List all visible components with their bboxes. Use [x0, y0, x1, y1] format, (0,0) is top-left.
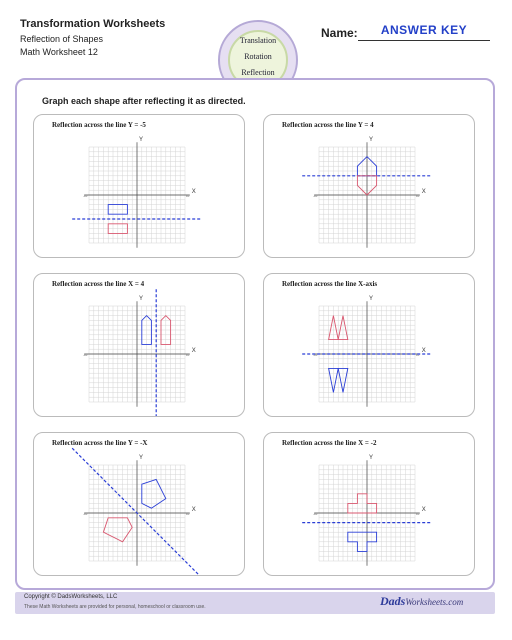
worksheet-number: Math Worksheet 12	[20, 47, 98, 57]
problem-title-4: Reflection across the line X-axis	[282, 280, 378, 288]
seal-text-reflection: Reflection	[241, 68, 275, 77]
tick-label-min: -10	[83, 194, 88, 198]
y-axis-label: Y	[369, 455, 374, 462]
coordinate-grid-3	[34, 274, 244, 416]
tick-label-max: 10	[186, 353, 190, 357]
x-axis-label: X	[421, 507, 426, 513]
seal-text-translation: Translation	[239, 36, 277, 45]
tick-label-min: -10	[313, 512, 318, 516]
problem-panel-4	[263, 273, 475, 417]
problem-title-2: Reflection across the line Y = 4	[282, 121, 374, 129]
x-axis-label: X	[421, 348, 426, 354]
tick-label-min: -10	[313, 194, 318, 198]
tick-label-max: 10	[416, 194, 420, 198]
worksheet-subtitle: Reflection of Shapes	[20, 34, 104, 44]
logo-text-worksheets: Worksheets.com	[405, 597, 464, 607]
site-logo[interactable]	[380, 594, 463, 609]
problem-title-6: Reflection across the line X = -2	[282, 439, 377, 447]
y-axis-label: Y	[139, 296, 144, 303]
coordinate-grid-4	[264, 274, 474, 416]
y-axis-label: Y	[139, 137, 144, 144]
name-answer-key: ANSWER KEY	[380, 23, 468, 37]
name-label: Name:	[321, 26, 358, 40]
worksheet-title: Transformation Worksheets	[20, 18, 166, 30]
x-axis-label: X	[191, 348, 196, 354]
usage-note: These Math Worksheets are provided for personal, homeschool or classroom use.	[24, 604, 206, 610]
name-line	[358, 40, 490, 41]
copyright-text: Copyright © DadsWorksheets, LLC	[24, 594, 118, 600]
problem-panel-6	[263, 432, 475, 576]
tick-label-max: 10	[186, 512, 190, 516]
problem-panel-1	[33, 114, 245, 258]
tick-label-max: 10	[186, 194, 190, 198]
x-axis-label: X	[191, 189, 196, 195]
tick-label-min: -10	[83, 512, 88, 516]
problem-panel-2	[263, 114, 475, 258]
tick-label-max: 10	[416, 512, 420, 516]
x-axis-label: X	[421, 189, 426, 195]
tick-label-min: -10	[83, 353, 88, 357]
instructions: Graph each shape after reflecting it as directed.	[42, 96, 246, 106]
seal-text-rotation: Rotation	[244, 52, 272, 61]
coordinate-grid-5	[34, 433, 244, 575]
coordinate-grid-6	[264, 433, 474, 575]
tick-label-min: -10	[313, 353, 318, 357]
x-axis-label: X	[191, 507, 196, 513]
problem-title-3: Reflection across the line X = 4	[52, 280, 145, 288]
y-axis-label: Y	[369, 137, 374, 144]
problem-title-5: Reflection across the line Y = -X	[52, 439, 148, 447]
tick-label-max: 10	[416, 353, 420, 357]
logo-text-dads: Dads	[380, 594, 406, 608]
problem-title-1: Reflection across the line Y = -5	[52, 121, 146, 129]
coordinate-grid-1	[34, 115, 244, 257]
y-axis-label: Y	[139, 455, 144, 462]
coordinate-grid-2	[264, 115, 474, 257]
problem-panel-5	[33, 432, 245, 576]
problem-panel-3	[33, 273, 245, 417]
y-axis-label: Y	[369, 296, 374, 303]
